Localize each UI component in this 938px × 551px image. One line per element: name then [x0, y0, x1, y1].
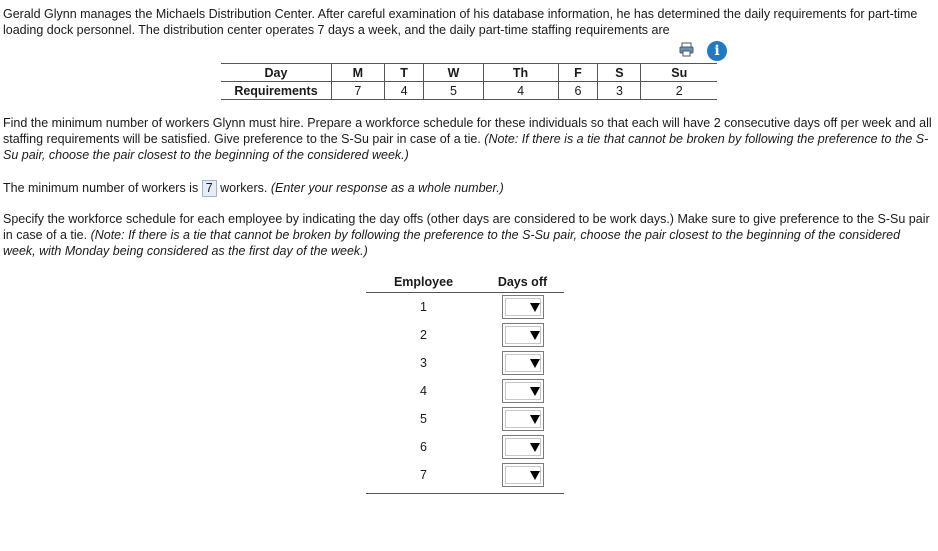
day-cell: Su: [641, 64, 717, 82]
employee-number: 5: [420, 412, 427, 426]
requirement-value: 2: [641, 82, 717, 100]
requirement-value: 4: [384, 82, 424, 100]
day-cell: W: [424, 64, 483, 82]
employee-column-header: Employee: [393, 275, 454, 289]
answer-line: [3, 180, 933, 197]
table-row: [221, 64, 717, 82]
employee-number: 6: [420, 440, 427, 454]
dropdown-arrow-icon: [530, 359, 540, 368]
requirement-value: 5: [424, 82, 483, 100]
days-off-select[interactable]: [502, 351, 544, 375]
question-2: [3, 211, 933, 259]
requirement-value: 3: [598, 82, 641, 100]
dropdown-arrow-icon: [530, 415, 540, 424]
requirement-value: 4: [483, 82, 558, 100]
question-1: [3, 115, 933, 163]
table-row: [366, 293, 564, 321]
requirement-value: 6: [558, 82, 598, 100]
question-2-note: (Note: If there is a tie that cannot be broken by following the preference to the S-Su pair, choose the pair closest to the beginning of the considered week, with Monday being considered as the first day of the week.): [3, 228, 901, 258]
table-row: [366, 377, 564, 405]
schedule-header: [366, 272, 564, 293]
requirements-table: [221, 63, 717, 100]
employee-number: 4: [420, 384, 427, 398]
dropdown-arrow-icon: [530, 387, 540, 396]
days-off-select[interactable]: [502, 379, 544, 403]
day-cell: M: [332, 64, 385, 82]
min-workers-answer[interactable]: 7: [202, 180, 217, 197]
table-row: [366, 405, 564, 433]
days-off-select[interactable]: [502, 407, 544, 431]
schedule-table: [366, 272, 564, 494]
info-icon[interactable]: i: [707, 41, 727, 61]
employee-number: 7: [420, 468, 427, 482]
employee-number: 3: [420, 356, 427, 370]
table-row: [366, 461, 564, 489]
days-off-select[interactable]: [502, 323, 544, 347]
employee-number: 2: [420, 328, 427, 342]
dropdown-arrow-icon: [530, 443, 540, 452]
dropdown-arrow-icon: [530, 331, 540, 340]
question-1-note: (Note: If there is a tie that cannot be broken by following the preference to the S-Su pair, choose the pair closest to the beginning of the considered week.): [3, 132, 929, 162]
table-row: [221, 82, 717, 100]
answer-suffix: workers.: [220, 181, 268, 195]
day-header: Day: [221, 64, 332, 82]
days-off-column-header: Days off: [497, 275, 548, 289]
day-cell: S: [598, 64, 641, 82]
table-row: [366, 433, 564, 461]
table-bottom-rule: [366, 493, 564, 494]
intro-text: Gerald Glynn manages the Michaels Distribution Center. After careful examination of his database information, he has determined the daily requirements for part-time loading dock personnel. The distribution center operates 7 days a week, and the daily part-time staffing requirements are: [3, 7, 918, 37]
day-cell: Th: [483, 64, 558, 82]
requirement-value: 7: [332, 82, 385, 100]
days-off-select[interactable]: [502, 435, 544, 459]
question-1-text: Find the minimum number of workers Glynn must hire. Prepare a workforce schedule for these individuals so that each will have 2 consecutive days off per week and all staffing requirements will be satisfied. Give preference to the S-Su pair in case of a tie.: [3, 116, 932, 146]
answer-hint: (Enter your response as a whole number.): [270, 181, 504, 195]
requirements-header: Requirements: [221, 82, 332, 100]
answer-prefix: The minimum number of workers is: [3, 181, 199, 195]
day-cell: T: [384, 64, 424, 82]
employee-number: 1: [420, 300, 427, 314]
table-row: [366, 321, 564, 349]
days-off-select[interactable]: [502, 463, 544, 487]
dropdown-arrow-icon: [530, 303, 540, 312]
dropdown-arrow-icon: [530, 471, 540, 480]
day-cell: F: [558, 64, 598, 82]
question-2-text: Specify the workforce schedule for each employee by indicating the day offs (other days are considered to be work days.) Make sure to give preference to the S-Su pair in case of a tie.: [3, 212, 930, 242]
days-off-select[interactable]: [502, 295, 544, 319]
print-icon[interactable]: [679, 42, 694, 57]
table-row: [366, 349, 564, 377]
